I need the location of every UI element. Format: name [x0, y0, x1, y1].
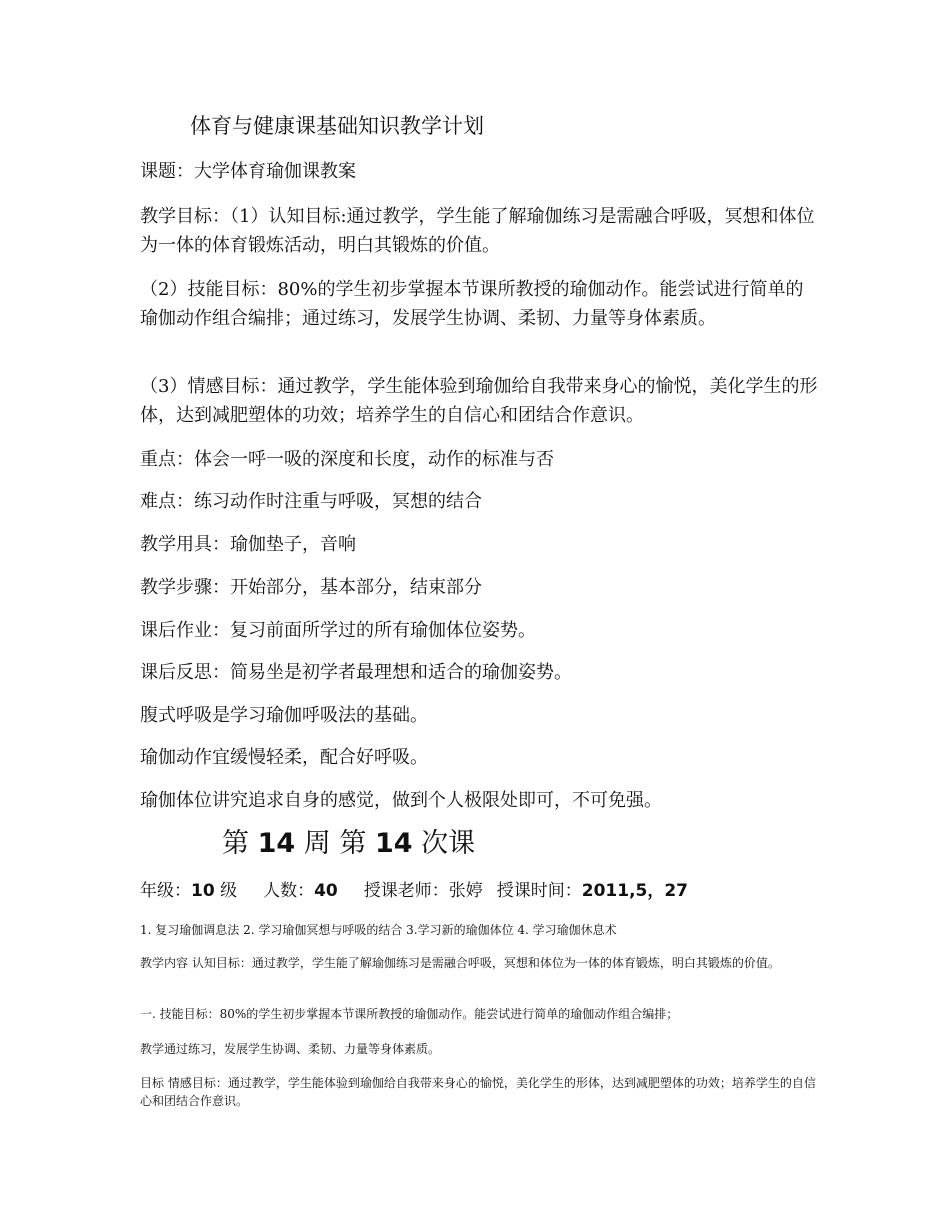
- difficult-point: 难点：练习动作时注重与呼吸，冥想的结合: [140, 491, 482, 512]
- homework: 课后作业：复习前面所学过的所有瑜伽体位姿势。: [140, 620, 536, 641]
- grade-value: 10: [191, 881, 215, 901]
- teacher-label: 授课老师：张婷: [363, 881, 483, 901]
- teaching-steps: 教学步骤：开始部分，基本部分，结束部分: [140, 577, 482, 598]
- lesson-number: 14: [374, 828, 413, 859]
- reflection-breathing: 腹式呼吸是学习瑜伽呼吸法的基础。: [140, 705, 428, 726]
- week-prefix: 第: [222, 828, 249, 859]
- lesson-topic: 课题：大学体育瑜伽课教案: [140, 161, 356, 182]
- key-point: 重点：体会一呼一吸的深度和长度，动作的标准与否: [140, 449, 554, 470]
- teaching-tools: 教学用具：瑜伽垫子，音响: [140, 534, 356, 555]
- count-label: 人数：: [263, 881, 315, 901]
- time-label: 授课时间：: [496, 881, 582, 901]
- class-info: [140, 878, 688, 904]
- goal-skill: （2）技能目标：80%的学生初步掌握本节课所教授的瑜伽动作。能尝试进行简单的瑜伽动作组合编排；通过练习，发展学生协调、柔韧、力量等身体素质。: [140, 279, 804, 329]
- lesson-content-list: 1. 复习瑜伽调息法 2. 学习瑜伽冥想与呼吸的结合 3.学习新的瑜伽体位 4. 学习瑜伽休息术: [140, 923, 617, 937]
- time-value: 2011,5，27: [581, 881, 689, 901]
- content-cognitive-goal: 教学内容 认知目标：通过教学，学生能了解瑜伽练习是需融合呼吸，冥想和体位为一体的体育锻炼，明白其锻炼的价值。: [140, 956, 780, 970]
- reflection-movement: 瑜伽动作宜缓慢轻柔，配合好呼吸。: [140, 747, 428, 768]
- grade-unit: 级: [220, 881, 238, 901]
- reflection-posture: 瑜伽体位讲究追求自身的感觉，做到个人极限处即可，不可免强。: [140, 790, 662, 811]
- week-lesson-heading: [222, 826, 475, 862]
- content-emotional-goal: 目标 情感目标：通过教学，学生能体验到瑜伽给自我带来身心的愉悦，美化学生的形体，达到减肥塑体的功效；培养学生的自信心和团结合作意识。: [140, 1076, 816, 1108]
- goal-cognitive: 教学目标：（1）认知目标:通过教学，学生能了解瑜伽练习是需融合呼吸，冥想和体位为一体的体育锻炼活动，明白其锻炼的价值。: [140, 206, 815, 256]
- grade-label: 年级：: [140, 881, 191, 901]
- content-practice: 教学通过练习，发展学生协调、柔韧、力量等身体素质。: [140, 1042, 441, 1056]
- lesson-suffix: 次课: [421, 828, 476, 859]
- week-number: 14: [257, 828, 296, 859]
- content-skill-goal: 一. 技能目标：80%的学生初步掌握本节课所教授的瑜伽动作。能尝试进行简单的瑜伽动作组合编排；: [140, 1007, 679, 1021]
- document-title: 体育与健康课基础知识教学计划: [190, 114, 484, 138]
- count-value: 40: [314, 881, 338, 901]
- goal-emotional: （3）情感目标：通过教学，学生能体验到瑜伽给自我带来身心的愉悦，美化学生的形体，达到减肥塑体的功效；培养学生的自信心和团结合作意识。: [140, 376, 818, 426]
- reflection: 课后反思：简易坐是初学者最理想和适合的瑜伽姿势。: [140, 662, 572, 683]
- week-mid: 周 第: [303, 828, 367, 859]
